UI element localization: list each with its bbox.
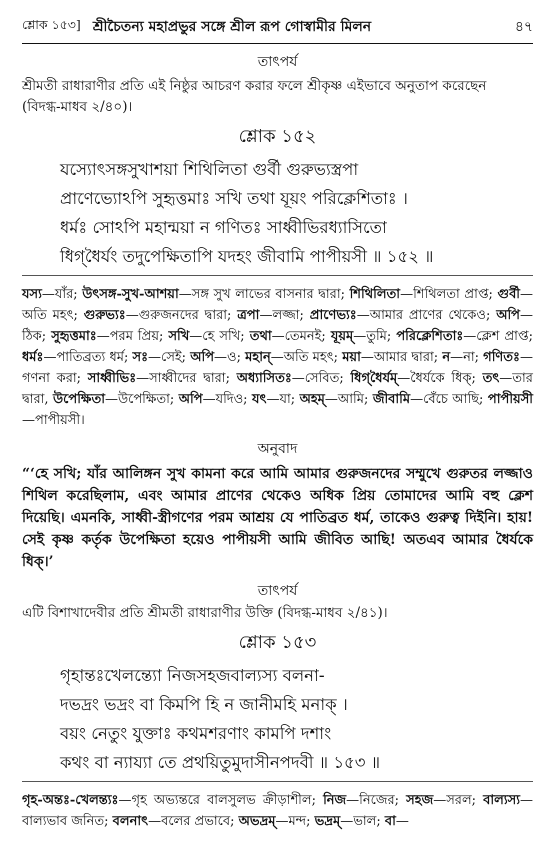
synonym-meaning: —সেবিত;	[291, 371, 344, 386]
header-title: শ্রীচৈতন্য মহাপ্রভুর সঙ্গে শ্রীল রূপ গোস্বামীর মিলন	[92, 18, 372, 35]
sanskrit-verse	[22, 157, 533, 269]
synonym-meaning: —আমি;	[324, 392, 369, 407]
synonym-meaning: —সাধ্বীদের দ্বারা;	[136, 371, 230, 386]
synonym-term: যৎ	[252, 392, 267, 407]
synonym-term: ত্রপা	[237, 308, 260, 323]
purport-paragraph: এটি বিশাখাদেবীর প্রতি শ্রীমতী রাধারাণীর উক্তি (বিদগ্ধ-মাধব ২/৪১)।	[22, 605, 388, 621]
verse-number-heading: শ্লোক ১৫৩	[238, 632, 317, 653]
purport-heading: তাৎপর্য	[257, 583, 298, 599]
translation-paragraph: “‘হে সখি; যাঁর আলিঙ্গন সুখ কামনা করে আমি আমার গুরুজনদের সম্মুখে গুরুতর লজ্জাও শিথিল করেছিলাম, এবং আমার প্রাণের থেকেও অধিক প্রিয় তোমাদের আমি বহু ক্লেশ দিয়েছি। এমনকি, সাধ্বী-স্ত্রীগণের পরম আশ্রয় যে পাতিব্রত ধর্ম, তাকেও গুরুত্ব দিইনি। হায়! সেই কৃষ্ণ কর্তৃক উপেক্ষিতা হয়েও পাপীয়সী আমি জীবিত আছি! অতএব আমার ধৈর্যকে ধিক্।’	[22, 466, 533, 570]
word-for-word-synonyms	[22, 284, 533, 431]
synonym-meaning: —বাল্যভাব জনিত;	[22, 793, 533, 829]
purport-line: শ্রীমতী রাধারাণীর প্রতি এই নিষ্ঠুর আচরণ করার ফলে শ্রীকৃষ্ণ এইভাবে অনুতাপ করেছেন	[22, 78, 487, 94]
synonym-term: সহজ	[406, 793, 434, 808]
synonym-term: অপি	[178, 392, 203, 407]
synonym-term: নিজ	[323, 793, 347, 808]
synonym-meaning: —আমার দ্বারা;	[360, 350, 439, 365]
synonym-term: গুর্বী	[497, 287, 521, 302]
synonym-term: প্রাণেভ্যঃ	[309, 308, 357, 323]
synonym-meaning: —অতি মহৎ;	[22, 287, 534, 323]
synonym-term: গণিতঃ	[483, 350, 520, 365]
synonym-meaning: —গৃহ অভ্যন্তরে বালসুলভ ক্রীড়াশীল;	[118, 793, 316, 808]
verse-line: কথং বা ন্যায্যা তে প্রথয়িতুমুদাসীনপদবী ॥ ১৫৩ ॥	[60, 753, 381, 772]
synonym-term: যস্য	[22, 287, 42, 302]
page-number: ৪৭	[514, 18, 533, 35]
synonym-term: তথা	[249, 329, 272, 344]
synonym-meaning: —যা;	[266, 392, 296, 407]
synonym-meaning: —গুরুজনদের দ্বারা;	[125, 308, 232, 323]
synonym-meaning: —উপেক্ষিতা;	[104, 392, 175, 407]
synonym-meaning: —ধৈর্যকে ধিক্;	[397, 371, 476, 386]
synonym-term: ময়া	[342, 350, 361, 365]
synonym-term: সঃ	[132, 350, 149, 365]
verse-line: প্রাণেভ্যোঽপি সুহৃত্তমাঃ সখি তথা যূয়ং পরিক্লেশিতাঃ ।	[60, 189, 408, 208]
synonym-meaning: —সরল;	[433, 793, 477, 808]
synonym-term: অপি	[190, 350, 215, 365]
synonym-meaning: —তেমনই;	[271, 329, 326, 344]
synonym-term: ধিগ্‌ধৈর্যম্	[350, 371, 398, 386]
synonym-term: সাধ্বীভিঃ	[87, 371, 137, 386]
synonym-meaning: —তার দ্বারা,	[22, 371, 533, 407]
synonym-meaning: —নিজের;	[346, 793, 400, 808]
synonym-meaning: —সঙ্গ সুখ লাভের বাসনার দ্বারা;	[178, 287, 345, 302]
synonym-meaning: —পাপীয়সী।	[22, 413, 85, 428]
synonym-term: গৃহ-অন্তঃ-খেলন্ত্যঃ	[22, 793, 119, 808]
synonym-meaning: —পরম প্রিয়;	[96, 329, 164, 344]
synonym-term: বলনাৎ	[112, 814, 149, 829]
synonym-meaning: —ঠিক;	[22, 308, 534, 344]
verse-line: গৃহান্তঃখেলন্ত্যো নিজসহজবাল্যস্য বলনা-	[60, 666, 325, 685]
synonym-meaning: —অতি মহৎ;	[270, 350, 339, 365]
translation-heading: অনুবাদ	[257, 441, 298, 457]
synonym-term: অধ্যাসিতঃ	[236, 371, 292, 386]
synonym-meaning: —লজ্জা;	[259, 308, 304, 323]
verse-line: ধর্মঃ সোঽপি মহান্ময়া ন গণিতঃ সাধ্বীভিরধ্যাসিতো	[60, 218, 387, 237]
synonym-term: বা	[384, 814, 396, 829]
synonym-meaning: —পাতিব্রত্য ধর্ম;	[43, 350, 129, 365]
synonym-meaning: —হে সখি;	[189, 329, 245, 344]
synonym-meaning: —যাঁর;	[41, 287, 78, 302]
word-for-word-synonyms	[22, 790, 533, 832]
synonym-meaning: —বলের প্রভাবে;	[148, 814, 235, 829]
synonym-meaning: —ক্লেশ প্রাপ্ত;	[463, 329, 533, 344]
verse-line: ধিগ্‌ধৈর্যং তদুপেক্ষিতাপি যদহং জীবামি পাপীয়সী ॥ ১৫২ ॥	[60, 247, 434, 266]
synonym-term: অপি	[496, 308, 521, 323]
purport-heading: তাৎপর্য	[257, 54, 298, 70]
synonym-term: সখি	[168, 329, 190, 344]
synonym-term: শিথিলিতা	[349, 287, 401, 302]
synonym-term: ধর্মঃ	[22, 350, 44, 365]
verse-line: দভদ্রং ভদ্রং বা কিমপি হি ন জানীমহি মনাক্ ।	[60, 695, 348, 714]
synonym-meaning: —না;	[450, 350, 479, 365]
synonym-meaning: —মন্দ;	[275, 814, 311, 829]
synonym-meaning: —তুমি;	[353, 329, 392, 344]
synonym-term: সুহৃত্তমাঃ	[51, 329, 97, 344]
verse-number-heading: শ্লোক ১৫২	[238, 126, 317, 147]
synonym-term: অহম্	[299, 392, 325, 407]
synonym-term: তৎ	[482, 371, 500, 386]
synonym-meaning: —শিথিলতা প্রাপ্ত;	[400, 287, 493, 302]
synonym-meaning: —	[395, 814, 409, 829]
synonym-term: অভদ্রম্	[238, 814, 276, 829]
synonym-term: মহান্	[245, 350, 271, 365]
purport-paragraph	[22, 76, 533, 118]
synonym-meaning: —বেঁচে আছি;	[410, 392, 484, 407]
synonym-term: উপেক্ষিতা	[53, 392, 105, 407]
synonym-term: গুরুভ্যঃ	[83, 308, 126, 323]
synonym-term: উৎসঙ্গ-সুখ-আশয়া	[82, 287, 179, 302]
synonym-term: যূয়ম্	[330, 329, 354, 344]
divider	[22, 781, 533, 782]
verse-line: যস্যোৎসঙ্গসুখাশয়া শিথিলিতা গুর্বী গুরুভ্যস্ত্রপা	[60, 160, 359, 179]
synonym-term: ভদ্রম্	[314, 814, 341, 829]
synonym-term: ন	[442, 350, 451, 365]
synonym-meaning: —আমার প্রাণের থেকেও;	[356, 308, 491, 323]
synonym-meaning: —ও;	[214, 350, 241, 365]
synonym-term: পরিক্লেশিতাঃ	[396, 329, 464, 344]
purport-line: (বিদগ্ধ-মাধব ২/৪০)।	[22, 99, 133, 115]
synonym-meaning: —যদিও;	[202, 392, 248, 407]
running-header	[22, 10, 533, 44]
synonym-term: পাপীয়সী	[487, 392, 534, 407]
synonym-term: বাল্যস্য	[483, 793, 520, 808]
synonym-meaning: —গণনা করা;	[22, 350, 533, 386]
header-verse-ref: শ্লোক ১৫৩]	[22, 16, 81, 32]
synonym-meaning: —ভাল;	[340, 814, 381, 829]
synonym-term: জীবামি	[372, 392, 411, 407]
divider	[22, 275, 533, 276]
synonym-meaning: —সেই;	[148, 350, 187, 365]
sanskrit-verse	[22, 663, 533, 775]
verse-line: বয়ং নেতুং যুক্তাঃ কথমশরণাং কামপি দশাং	[60, 724, 332, 743]
